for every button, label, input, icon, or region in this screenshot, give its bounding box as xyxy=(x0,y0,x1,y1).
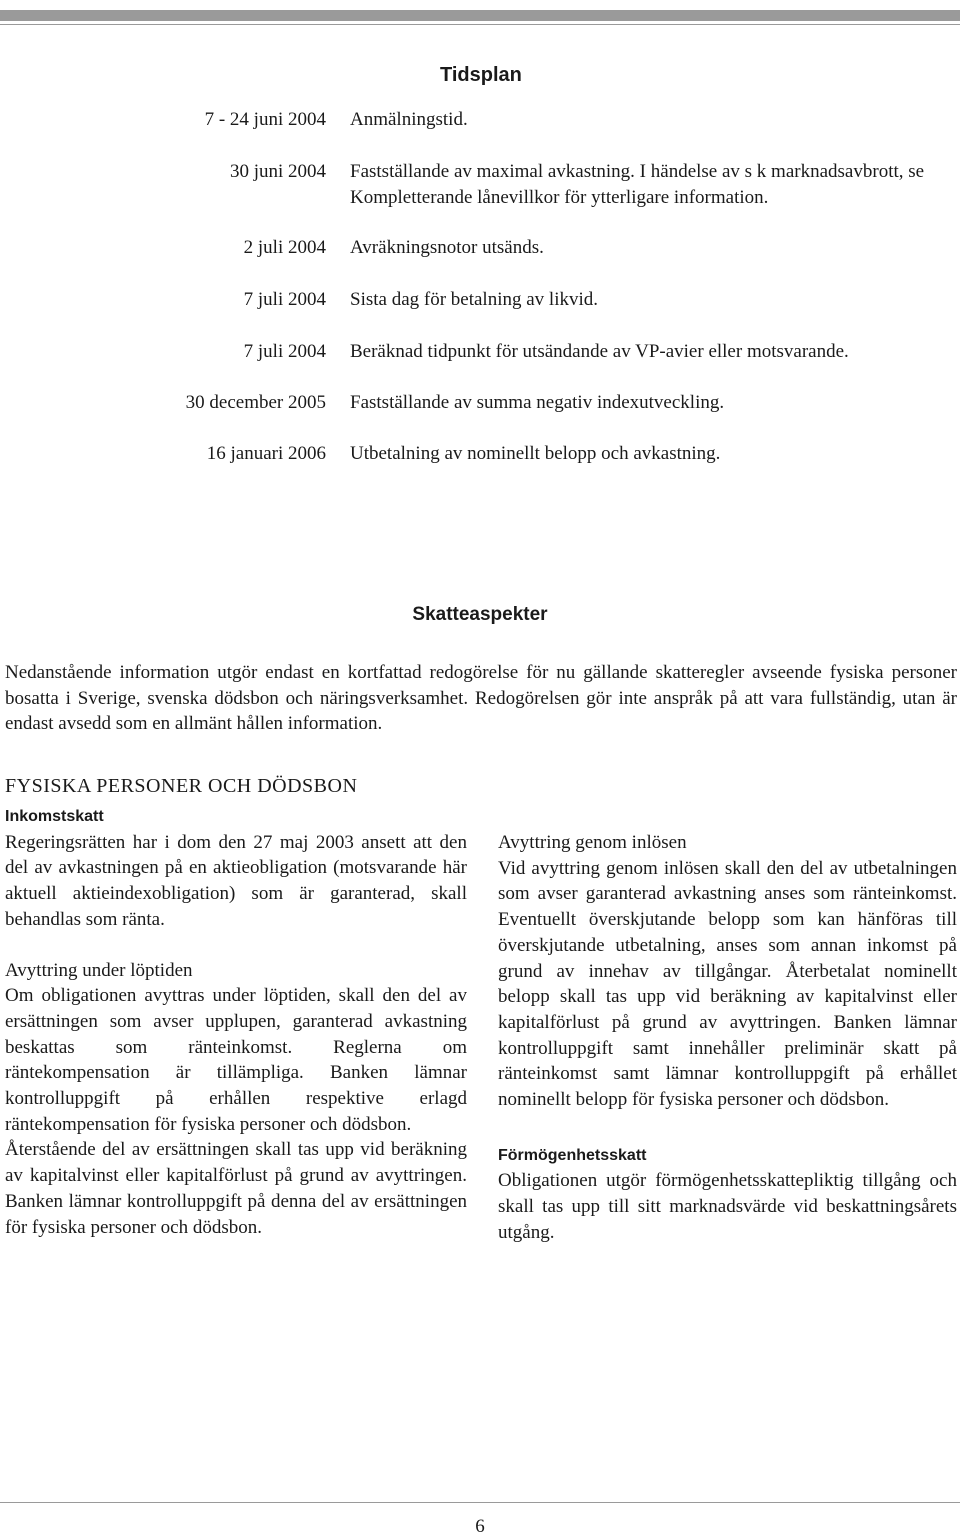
right-column xyxy=(498,830,957,1246)
top-border xyxy=(0,0,960,26)
top-rule xyxy=(0,24,960,25)
schedule-date: 7 juli 2004 xyxy=(243,289,326,310)
aterstaende-paragraph: Återstående del av ersättningen skall tas upp vid beräkning av kapitalvinst eller kapitalförlust på grund av avyttringen. Banken lämnar kontrolluppgift på denna del av ersättningen för fysiska personer och dödsbon. xyxy=(5,1139,467,1238)
formogenhetsskatt-heading: Förmögenhetsskatt xyxy=(498,1146,647,1164)
loptiden-heading: Avyttring under löptiden xyxy=(5,959,193,981)
inlosen-heading: Avyttring genom inlösen xyxy=(498,832,687,853)
schedule-description: Fastställande av maximal avkastning. I händelse av s k marknadsavbrott, se Kompletterande lånevillkor för ytterligare information. xyxy=(350,161,925,208)
schedule-date: 7 - 24 juni 2004 xyxy=(204,109,326,130)
loptiden-paragraph: Om obligationen avyttras under löptiden, skall den del av ersättningen som avser upplupen, garanterad avkastning beskattas som ränteinkomst. Reglerna om räntekompensation är tillämpliga. Banken lämnar kontrolluppgift på erhållen respektive erlagd räntekompensation för fysiska personer och dödsbon. xyxy=(5,985,467,1135)
bottom-rule xyxy=(0,1502,960,1503)
inkomstskatt-paragraph: Regeringsrätten har i dom den 27 maj 2003 ansett att den del av avkastningen på en aktieobligation (motsvarande här aktuell aktieindexobligation) som är garanterad, skall behandlas som ränta. xyxy=(5,831,467,930)
schedule-date: 16 januari 2006 xyxy=(206,443,326,464)
schedule-description: Avräkningsnotor utsänds. xyxy=(350,237,544,258)
schedule-description: Fastställande av summa negativ indexutveckling. xyxy=(350,392,725,413)
schedule-date: 30 december 2005 xyxy=(185,392,326,413)
schedule-date: 30 juni 2004 xyxy=(229,161,326,182)
inkomstskatt-heading: Inkomstskatt xyxy=(5,808,104,825)
fysiska-personer-heading: FYSISKA PERSONER OCH DÖDSBON xyxy=(5,775,358,797)
skatteaspekter-heading: Skatteaspekter xyxy=(412,604,548,625)
inlosen-paragraph: Vid avyttring genom inlösen skall den del av utbetalningen som avser garanterad avkastning anses som ränteinkomst. Eventuellt överskjutande belopp som kan hänföras till överskjutande utbetalning, anses som annan inkomst på grund av innehav av tillgångar. Återbetalat nominellt belopp skall tas upp vid beräkning av kapitalvinst eller kapitalförlust på grund av avyttringen. Banken lämnar kontrolluppgift samt innehåller preliminär skatt på ränteinkomst samt lämnar kontrolluppgift på erhållet nominellt belopp för fysiska personer och dödsbon. xyxy=(498,857,957,1111)
schedule-description: Anmälningstid. xyxy=(350,109,468,130)
schedule-description: Utbetalning av nominellt belopp och avkastning. xyxy=(350,443,721,464)
schedule-description: Beräknad tidpunkt för utsändande av VP-avier eller motsvarande. xyxy=(350,341,849,362)
page-number: 6 xyxy=(475,1516,485,1537)
formogenhetsskatt-paragraph: Obligationen utgör förmögenhetsskattepliktig tillgång och skall tas upp till sitt marknadsvärde vid beskattningsårets utgång. xyxy=(498,1170,957,1243)
tidsplan-heading: Tidsplan xyxy=(440,64,522,86)
schedule-description: Sista dag för betalning av likvid. xyxy=(350,289,599,310)
schedule-date: 2 juli 2004 xyxy=(243,237,326,258)
left-column xyxy=(5,804,467,1240)
top-gray-band xyxy=(0,10,960,21)
skatteaspekter-intro: Nedanstående information utgör endast en kortfattad redogörelse för nu gällande skatteregler avseende fysiska personer bosatta i Sverige, svenska dödsbon och näringsverksamhet. Redogörelsen gör inte anspråk på att vara fullständig, utan är endast avsedd som en allmänt hållen information. xyxy=(5,662,957,734)
schedule-date: 7 juli 2004 xyxy=(243,341,326,362)
